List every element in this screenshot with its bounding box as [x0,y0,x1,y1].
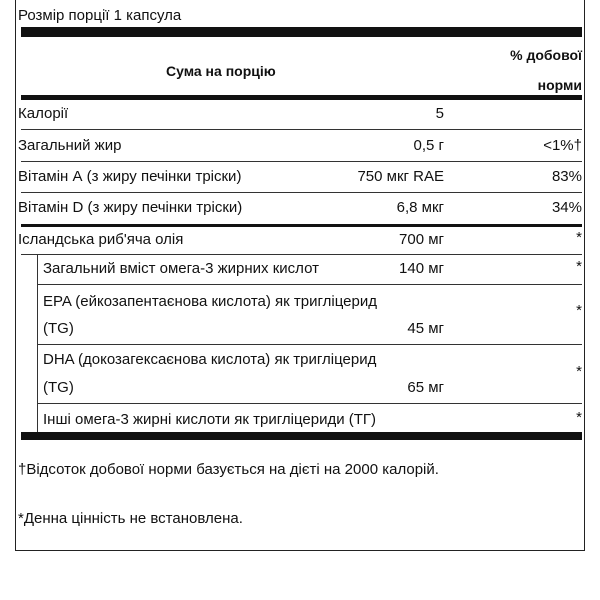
row-total-fat-dv: <1%† [543,137,582,154]
row-epa-amount: 45 мг [407,320,444,337]
row-vitamin-d-dv: 34% [551,199,582,216]
row-omega3-total-dv: * [576,258,582,275]
row-calories-name: Калорії [18,105,69,122]
row-other-omega3-name: Інші омега-3 жирні кислоти як тригліцериди (ТГ) [43,411,377,428]
row-dha-amount: 65 мг [407,379,444,396]
thick-divider-mid [21,224,582,227]
medium-divider [21,95,582,100]
row-vitamin-a-dv: 83% [551,168,582,185]
row-vitamin-d-amount: 6,8 мкг [396,199,444,216]
supplement-facts-panel [15,0,585,551]
row-dha-dv: * [576,363,582,380]
amount-per-serving-header: Сума на порцію [166,63,276,79]
row-vitamin-a-amount: 750 мкг RAE [357,168,444,185]
row-epa-dv: * [576,302,582,319]
thick-divider-bottom [21,432,582,440]
footnote-not-established: *Денна цінність не встановлена. [18,510,243,527]
daily-value-header-line2: норми [537,77,582,93]
serving-size: Розмір порції 1 капсула [18,7,182,24]
thick-divider-top [21,27,582,37]
row-dha-name-line1: DHA (докозагексаєнова кислота) як тригліцерид [43,351,377,368]
row-fish-oil-amount: 700 мг [399,231,444,248]
divider [21,129,582,130]
row-epa-name-line2: (TG) [43,320,74,337]
divider [37,284,582,285]
row-other-omega3-dv: * [576,409,582,426]
divider [21,161,582,162]
indent-line [37,254,38,438]
daily-value-header-line1: % добової [510,47,582,63]
footnote-daily-value-basis: †Відсоток добової норми базується на дієті на 2000 калорій. [18,461,439,478]
row-total-fat-name: Загальний жир [18,137,122,154]
row-dha-name-line2: (TG) [43,379,74,396]
row-vitamin-d-name: Вітамін D (з жиру печінки тріски) [18,199,243,216]
divider [21,192,582,193]
row-vitamin-a-name: Вітамін А (з жиру печінки тріски) [18,168,242,185]
row-omega3-total-name: Загальний вміст омега-3 жирних кислот [43,260,319,277]
row-fish-oil-name: Ісландська риб'яча олія [18,231,184,248]
divider [37,344,582,345]
row-fish-oil-dv: * [576,229,582,246]
divider [37,403,582,404]
row-omega3-total-amount: 140 мг [399,260,444,277]
row-total-fat-amount: 0,5 г [413,137,444,154]
row-calories-amount: 5 [435,105,444,122]
row-epa-name-line1: EPA (ейкозапентаєнова кислота) як тригліцерид [43,293,377,310]
divider [21,254,582,255]
